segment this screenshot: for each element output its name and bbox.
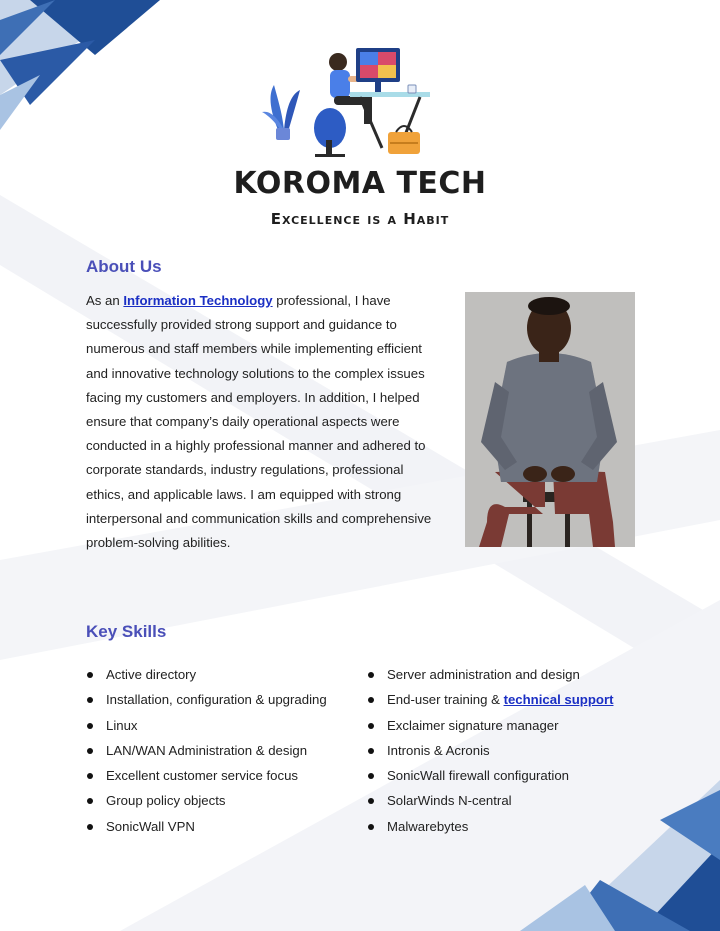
about-heading: About Us [86, 257, 162, 276]
about-body: professional, I have successfully provided strong support and guidance to numerous and staff members while implementing efficient and innovative technology solutions to the complex issues facing my customers and employers. In addition, I helped ensure that company’s daily operational aspects were conducted in a highly professional manner and adhered to corporate standards, industry regulations, professional ethics, and applicable laws. I am equipped with strong interpersonal and communication skills and comprehensive problem-solving abilities. [86, 293, 432, 551]
skill-label: Server administration and design [387, 667, 580, 682]
skill-label: Installation, configuration & upgrading [106, 692, 327, 708]
brand-tagline: Excellence is a Habit [270, 210, 450, 228]
skill-label: Linux [106, 717, 138, 733]
skill-item [367, 662, 657, 687]
skill-item [86, 713, 356, 738]
skill-label: Malwarebytes [387, 818, 469, 834]
bullet-dot-icon [368, 773, 374, 779]
bullet-dot-icon [368, 824, 374, 830]
skill-label: Intronis & Acronis [387, 742, 490, 758]
skill-label: SonicWall firewall configuration [387, 768, 570, 784]
bullet-dot-icon [87, 824, 93, 830]
bullet-dot-icon [368, 723, 374, 729]
skill-label: Excellent customer service focus [106, 768, 299, 784]
skill-item [86, 763, 356, 788]
profile-photo [465, 292, 635, 547]
skills-list-left [86, 662, 356, 839]
skill-label: End-user training & [387, 692, 504, 708]
bullet-dot-icon [87, 672, 93, 678]
developer-at-desk-illustration [260, 40, 460, 170]
skill-item [86, 788, 356, 813]
technical-support-link[interactable]: technical support [503, 692, 614, 708]
skill-item [86, 738, 356, 763]
bullet-dot-icon [87, 798, 93, 804]
skill-label: Exclaimer signature manager [387, 717, 559, 733]
skill-label: LAN/WAN Administration & design [106, 742, 308, 758]
skill-label: SolarWinds N-central [387, 793, 512, 809]
skill-item [367, 687, 657, 712]
skills-heading: Key Skills [86, 622, 167, 641]
bullet-dot-icon [87, 773, 93, 779]
skill-label: Group policy objects [106, 793, 226, 809]
about-paragraph [86, 289, 438, 555]
skill-item [86, 687, 356, 712]
bullet-dot-icon [368, 748, 374, 754]
skill-item [367, 814, 657, 839]
skill-item [367, 738, 657, 763]
skill-item [86, 814, 356, 839]
skill-item [367, 763, 657, 788]
bullet-dot-icon [87, 723, 93, 729]
bullet-dot-icon [87, 748, 93, 754]
about-lead: As an [86, 293, 124, 308]
skills-list-right [367, 662, 657, 839]
skill-label: Active directory [106, 667, 197, 682]
information-technology-link[interactable]: Information Technology [123, 293, 273, 308]
skill-item [367, 713, 657, 738]
bullet-dot-icon [368, 798, 374, 804]
skill-item [367, 788, 657, 813]
skill-label: SonicWall VPN [106, 818, 195, 834]
brand-name: KOROMA TECH [233, 166, 487, 201]
bullet-dot-icon [368, 697, 374, 703]
bullet-dot-icon [368, 672, 374, 678]
skill-item [86, 662, 356, 687]
bullet-dot-icon [87, 697, 93, 703]
